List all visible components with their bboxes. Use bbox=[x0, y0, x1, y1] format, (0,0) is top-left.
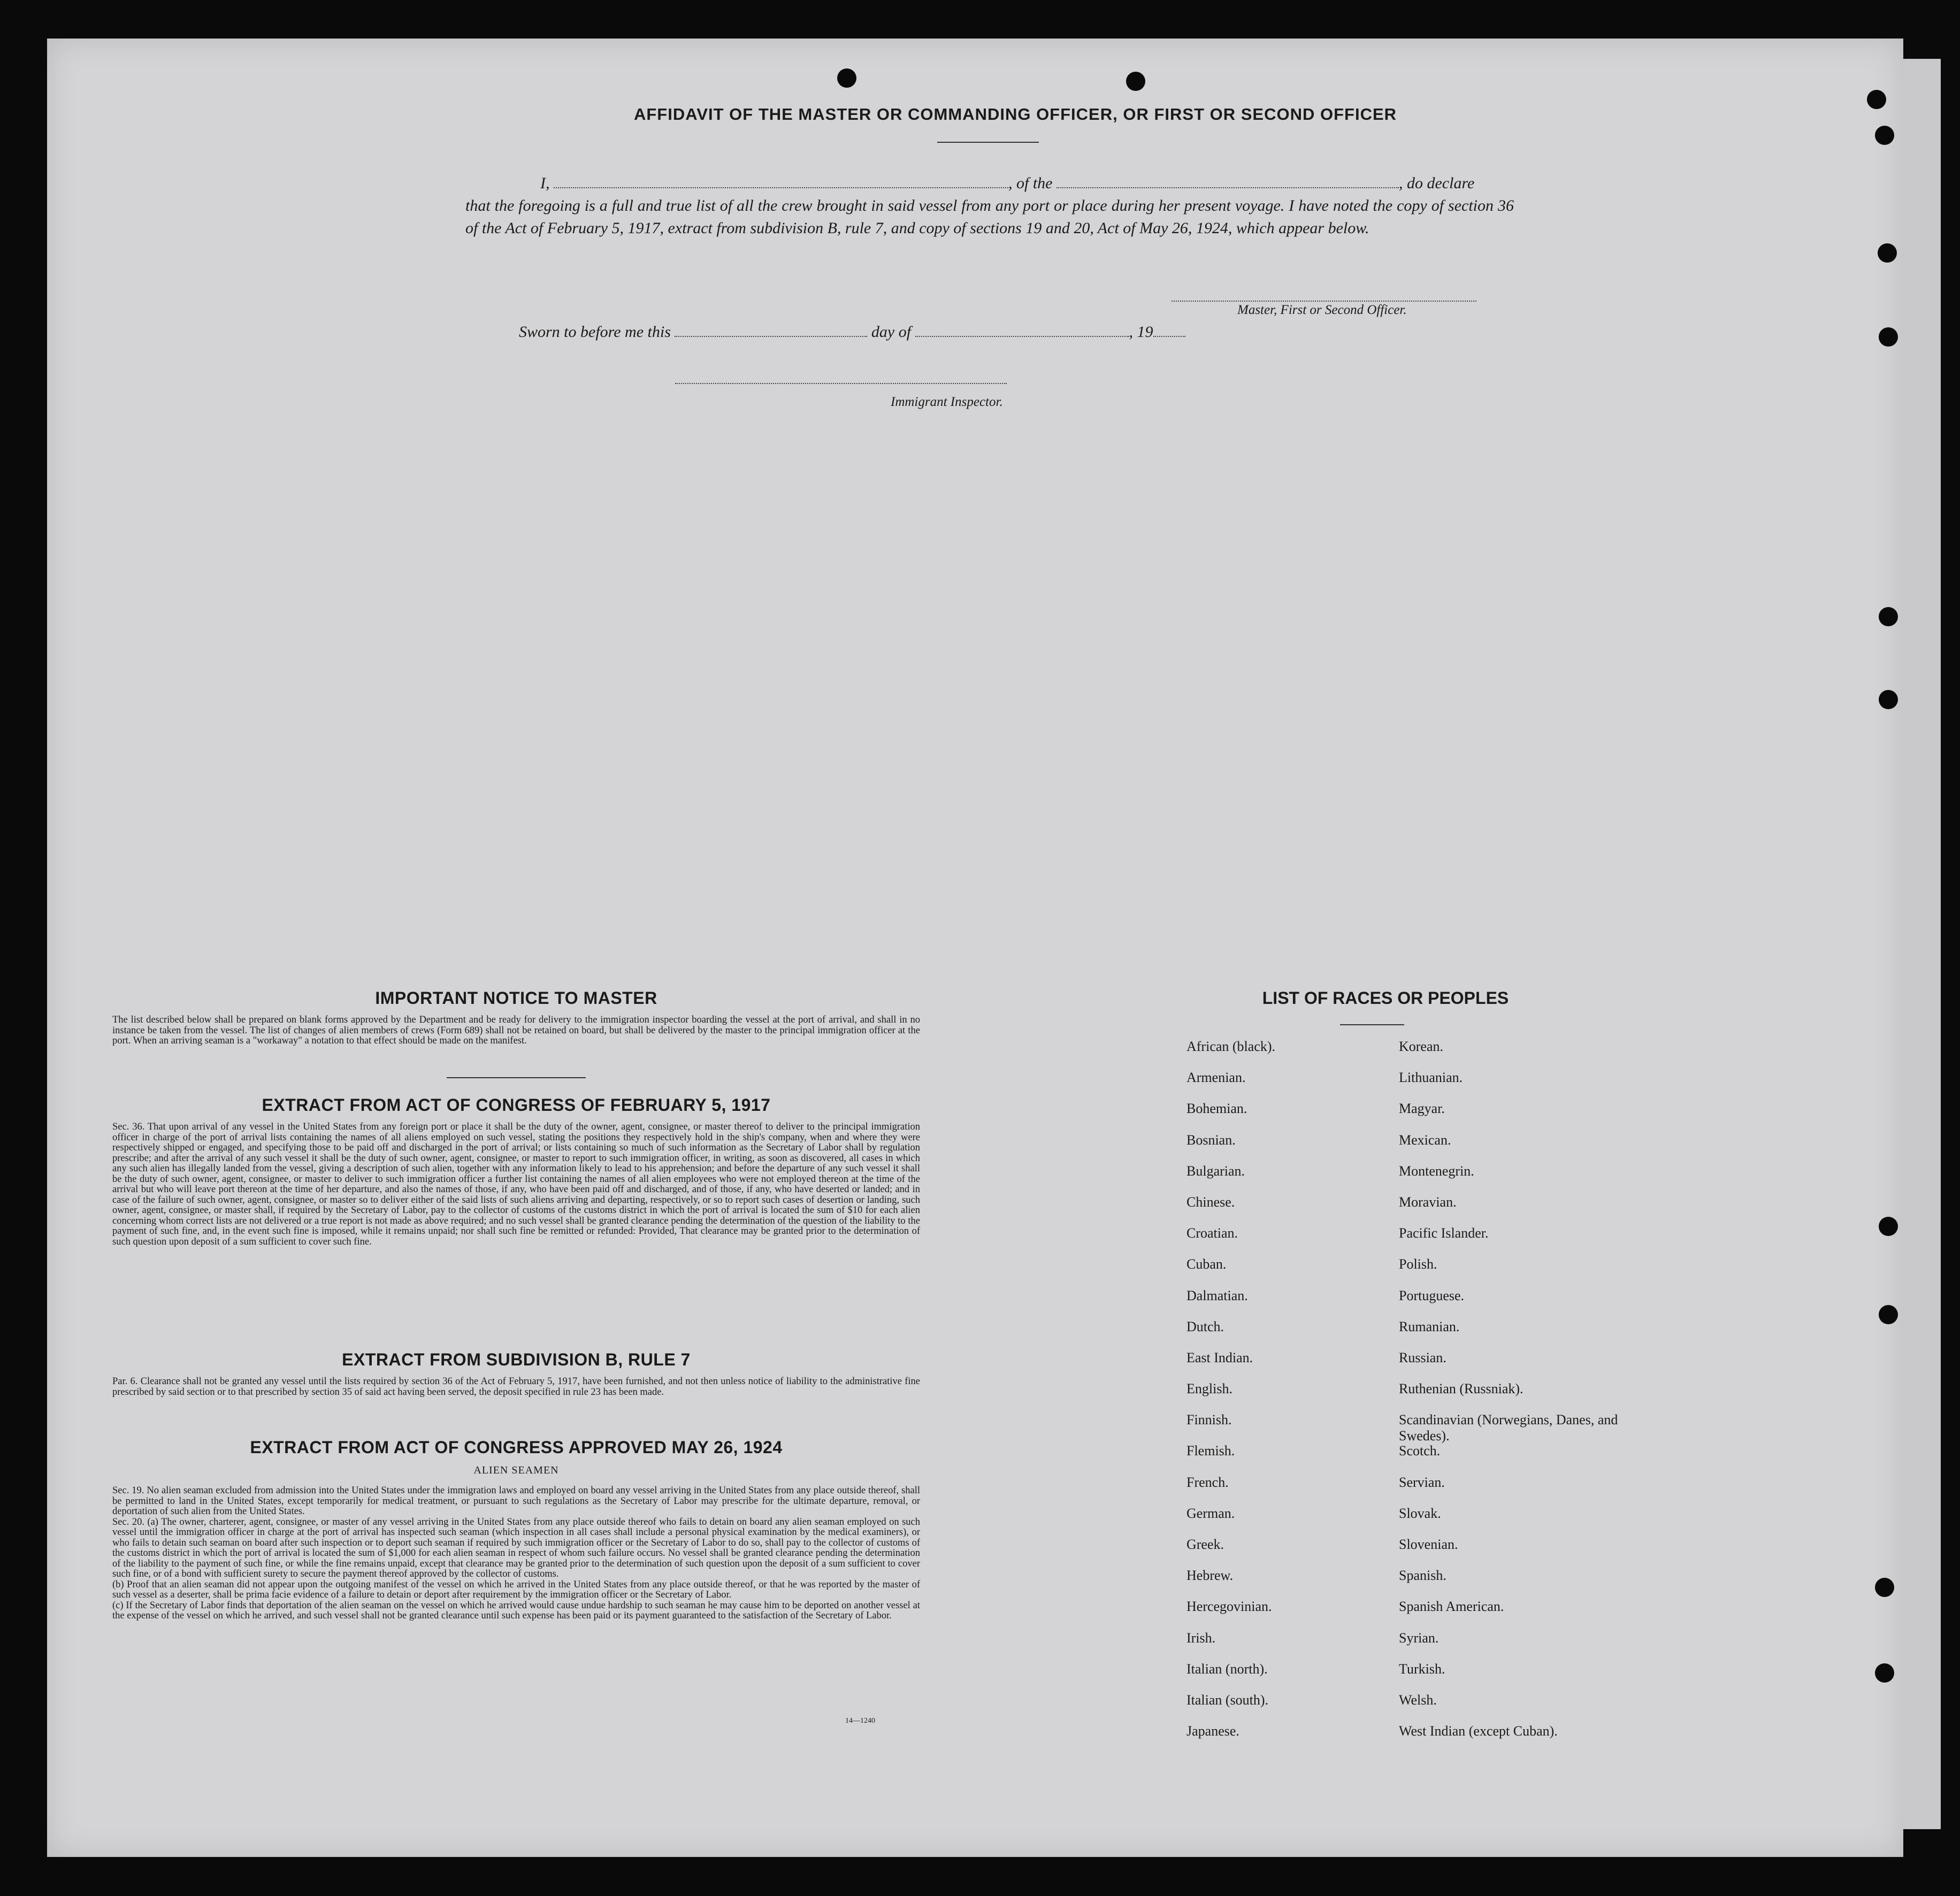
inspector-signature-label: Immigrant Inspector. bbox=[891, 395, 1003, 409]
race-list-item: African (black). bbox=[1186, 1039, 1276, 1054]
extract-1924-title: EXTRACT FROM ACT OF CONGRESS APPROVED MAY 26, 1924 bbox=[250, 1438, 783, 1457]
section-19: Sec. 19. No alien seaman excluded from admission into the United States under the immigration laws and employed on board any vessel arriving in the United States from any place outside thereof, shall be permitted to land in the United States, except temporarily for medical treatment, or pursuant to such regulations as the Secretary of Labor may prescribe for the ultimate departure, removal, or deportation of such alien from the United States. bbox=[112, 1485, 920, 1517]
race-list-item: West Indian (except Cuban). bbox=[1399, 1723, 1558, 1739]
inspector-signature-line[interactable] bbox=[675, 383, 1007, 384]
punch-hole bbox=[1879, 690, 1898, 709]
race-list-item: Dutch. bbox=[1186, 1318, 1224, 1334]
punch-hole bbox=[1126, 72, 1145, 91]
race-list-item: Irish. bbox=[1186, 1630, 1216, 1646]
affidavit-title: AFFIDAVIT OF THE MASTER OR COMMANDING OFFICER, OR FIRST OR SECOND OFFICER bbox=[633, 105, 1397, 124]
race-list-item: Cuban. bbox=[1186, 1256, 1227, 1272]
form-number: 14—1240 bbox=[845, 1717, 875, 1725]
race-list-item: Dalmatian. bbox=[1186, 1287, 1248, 1303]
race-list-item: Hercegovinian. bbox=[1186, 1599, 1272, 1615]
race-list-item: Slovenian. bbox=[1399, 1537, 1458, 1552]
race-list-item: Japanese. bbox=[1186, 1723, 1239, 1739]
punch-hole bbox=[1879, 1217, 1898, 1236]
race-list-item: Bosnian. bbox=[1186, 1132, 1236, 1148]
sworn-day-blank[interactable] bbox=[675, 336, 867, 337]
punch-hole bbox=[1879, 607, 1898, 626]
race-list-item: Korean. bbox=[1399, 1039, 1444, 1054]
races-rule bbox=[1340, 1024, 1404, 1025]
race-list-item: German. bbox=[1186, 1505, 1235, 1521]
notice-title: IMPORTANT NOTICE TO MASTER bbox=[375, 988, 657, 1008]
punch-hole bbox=[1875, 1663, 1894, 1683]
race-list-item: Lithuanian. bbox=[1399, 1070, 1463, 1086]
race-list-item: Servian. bbox=[1399, 1474, 1445, 1490]
race-list-item: Mexican. bbox=[1399, 1132, 1451, 1148]
sworn-year-label: , 19 bbox=[1129, 323, 1153, 341]
affidavit-declaration bbox=[465, 172, 1514, 240]
extract-1917-text: Sec. 36. That upon arrival of any vessel in the United States from any foreign port or place it shall be the duty of the owner, agent, consignee, or master thereof to deliver to the principal immigration officer in charge of the port of arrival lists containing the names of all aliens employed on such vessel, stating the positions they respectively hold in the ship's company, when and where they were respectively shipped or engaged, and specifying those to be paid off and discharged in the port of arrival; or lists containing so much of such information as the Secretary of Labor shall by regulation prescribe; and after the arrival of any such vessel it shall be the duty of such owner, agent, consignee, or master to report to such immigration officer, in writing, as soon as discovered, all cases in which any such alien has illegally landed from the vessel, giving a description of such alien, together with any information likely to lead to his apprehension; and before the departure of any such vessel it shall be the duty of such owner, agent, consignee, or master to deliver to such immigration officer a further list containing the names of all alien employees who were not employed thereon at the time of the arrival but who will leave port thereon at the time of her departure, and also the names of those, if any, who have been paid off and discharged, and of those, if any, who have deserted or landed; and in case of the failure of such owner, agent, consignee, or master so to deliver either of the said lists of such aliens arriving and departing, respectively, or so to report such cases of desertion or landing, such owner, agent, consignee, or master shall, if required by the Secretary of Labor, pay to the collector of customs of the customs district in which the port of arrival is located the sum of $10 for each alien concerning whom correct lists are not delivered or a true report is not made as above required; and no such vessel shall be granted clearance pending the determination of the question of the liability to the payment of such fine, and, in the event such fine is imposed, while it remains unpaid; nor shall such fine be remitted or refunded: Provided, That clearance may be granted prior to the determination of such question upon deposit of a sum sufficient to cover such fine. bbox=[112, 1122, 920, 1247]
race-list-item: Greek. bbox=[1186, 1537, 1224, 1552]
race-list-item: Turkish. bbox=[1399, 1661, 1445, 1677]
race-list-item: Welsh. bbox=[1399, 1692, 1437, 1708]
declaration-of: , of the bbox=[1008, 174, 1053, 192]
races-column-1 bbox=[1186, 1039, 1390, 1754]
notice-text: The list described below shall be prepared on blank forms approved by the Department and be ready for delivery to the immigration inspector boarding the vessel at the port of arrival, and shall in no instance be taken from the vessel. The list of changes of alien members of crews (Form 689) shall not be retained on board, but shall be delivered by the master to the principal immigration officer at the port. When an arriving seaman is a "workaway" a notation to that effect should be made on the manifest. bbox=[112, 1015, 920, 1046]
punch-hole bbox=[1867, 90, 1886, 109]
punch-hole bbox=[1875, 1578, 1894, 1597]
extract-1924-text bbox=[112, 1486, 920, 1622]
declaration-i: I, bbox=[540, 174, 550, 192]
race-list-item: Flemish. bbox=[1186, 1443, 1235, 1459]
race-list-item: Moravian. bbox=[1399, 1194, 1457, 1210]
punch-hole bbox=[1875, 126, 1894, 145]
declaration-declare: , do declare bbox=[1399, 174, 1475, 192]
race-list-item: Hebrew. bbox=[1186, 1568, 1234, 1584]
races-column-2 bbox=[1399, 1039, 1624, 1754]
bleed-through bbox=[407, 110, 411, 130]
race-list-item: Slovak. bbox=[1399, 1505, 1441, 1521]
race-list-item: Finnish. bbox=[1186, 1412, 1232, 1428]
race-list-item: Ruthenian (Russniak). bbox=[1399, 1381, 1523, 1397]
section-20a: Sec. 20. (a) The owner, charterer, agent, consignee, or master of any vessel arriving in the United States from any place outside thereof who fails to detain on board any alien seaman employed on such vessel until the immigration officer in charge at the port of arrival has inspected such seaman (which inspection in all cases shall include a personal physical examination by the medical examiners), or who fails to detain such seaman on board after such inspection or to deport such seaman if required by such immigration officer or the Secretary of Labor to do so, shall pay to the collector of customs of the customs district in which the port of arrival is located the sum of $1,000 for each alien seaman in respect of whom such failure occurs. No vessel shall be granted clearance pending the determination of the liability to the payment of such fine, or while the fine remains unpaid, except that clearance may be granted prior to the determination of such question upon the deposit of a sum sufficient to cover such fine, or of a bond with sufficient surety to secure the payment thereof approved by the collector of customs. bbox=[112, 1516, 920, 1579]
race-list-item: Bulgarian. bbox=[1186, 1163, 1245, 1179]
declaration-body: that the foregoing is a full and true list of all the crew brought in said vessel from any port or place during her present voyage. I have noted the copy of section 36 of the Act of February 5, 1917, extract from subdivision B, rule 7, and copy of sections 19 and 20, Act of May 26, 1924, which appear below. bbox=[465, 197, 1514, 237]
punch-hole bbox=[1878, 243, 1897, 263]
sworn-month-blank[interactable] bbox=[915, 336, 1129, 337]
race-list-item: Scandinavian (Norwegians, Danes, and Swedes). bbox=[1399, 1412, 1618, 1444]
sworn-day-label: day of bbox=[871, 323, 912, 341]
alien-seamen-subtitle: ALIEN SEAMEN bbox=[473, 1464, 559, 1476]
race-list-item: Spanish. bbox=[1399, 1568, 1446, 1584]
race-list-item: Portuguese. bbox=[1399, 1287, 1465, 1303]
extract-rule7-title: EXTRACT FROM SUBDIVISION B, RULE 7 bbox=[342, 1350, 691, 1369]
name-blank[interactable] bbox=[554, 187, 1008, 188]
race-list-item: Bohemian. bbox=[1186, 1101, 1247, 1117]
race-list-item: East Indian. bbox=[1186, 1349, 1253, 1365]
race-list-item: Armenian. bbox=[1186, 1070, 1246, 1086]
punch-hole bbox=[1879, 327, 1898, 347]
sworn-line bbox=[519, 323, 1185, 341]
adjacent-page-strip bbox=[1903, 59, 1941, 1829]
race-list-item: Spanish American. bbox=[1399, 1599, 1504, 1615]
section-20b: (b) Proof that an alien seaman did not appear upon the outgoing manifest of the vessel on which he arrived in the United States from any place outside thereof, or that he was reported by the master of such vessel as a deserter, shall be prima facie evidence of a failure to detain or deport after requirement by the immigration officer or the Secretary of Labor. bbox=[112, 1579, 920, 1600]
title-rule bbox=[937, 142, 1039, 143]
races-title: LIST OF RACES OR PEOPLES bbox=[1262, 988, 1509, 1008]
sworn-year-blank[interactable] bbox=[1153, 336, 1185, 337]
section-20c: (c) If the Secretary of Labor finds that deportation of the alien seaman on the vessel on which he arrived would cause undue hardship to such seaman he may cause him to be deported on another vessel at the expense of the vessel on which he arrived, and such vessel shall not be granted clearance until such expense has been paid or its payment guaranteed to the satisfaction of the Secretary of Labor. bbox=[112, 1600, 920, 1621]
master-signature-label: Master, First or Second Officer. bbox=[1237, 303, 1407, 317]
sworn-prefix: Sworn to before me this bbox=[519, 323, 671, 341]
race-list-item: Montenegrin. bbox=[1399, 1163, 1474, 1179]
extract-rule7-text: Par. 6. Clearance shall not be granted any vessel until the lists required by section 36 of the Act of February 5, 1917, have been furnished, and not then unless notice of liability to the administrative fine prescribed by said section or to that prescribed by section 35 of said act having been served, the deposit specified in rule 23 has been made. bbox=[112, 1376, 920, 1398]
race-list-item: Pacific Islander. bbox=[1399, 1225, 1489, 1241]
race-list-item: Italian (south). bbox=[1186, 1692, 1269, 1708]
punch-hole bbox=[1879, 1305, 1898, 1324]
race-list-item: Polish. bbox=[1399, 1256, 1437, 1272]
race-list-item: French. bbox=[1186, 1474, 1229, 1490]
race-list-item: Chinese. bbox=[1186, 1194, 1235, 1210]
master-signature-line[interactable] bbox=[1172, 301, 1476, 302]
notice-rule bbox=[447, 1077, 586, 1078]
race-list-item: Russian. bbox=[1399, 1349, 1446, 1365]
race-list-item: English. bbox=[1186, 1381, 1232, 1397]
extract-1917-title: EXTRACT FROM ACT OF CONGRESS OF FEBRUARY 5, 1917 bbox=[262, 1095, 771, 1115]
vessel-blank[interactable] bbox=[1056, 187, 1399, 188]
race-list-item: Scotch. bbox=[1399, 1443, 1441, 1459]
race-list-item: Italian (north). bbox=[1186, 1661, 1268, 1677]
punch-hole bbox=[837, 68, 856, 88]
race-list-item: Magyar. bbox=[1399, 1101, 1445, 1117]
race-list-item: Rumanian. bbox=[1399, 1318, 1460, 1334]
race-list-item: Croatian. bbox=[1186, 1225, 1238, 1241]
race-list-item: Syrian. bbox=[1399, 1630, 1439, 1646]
